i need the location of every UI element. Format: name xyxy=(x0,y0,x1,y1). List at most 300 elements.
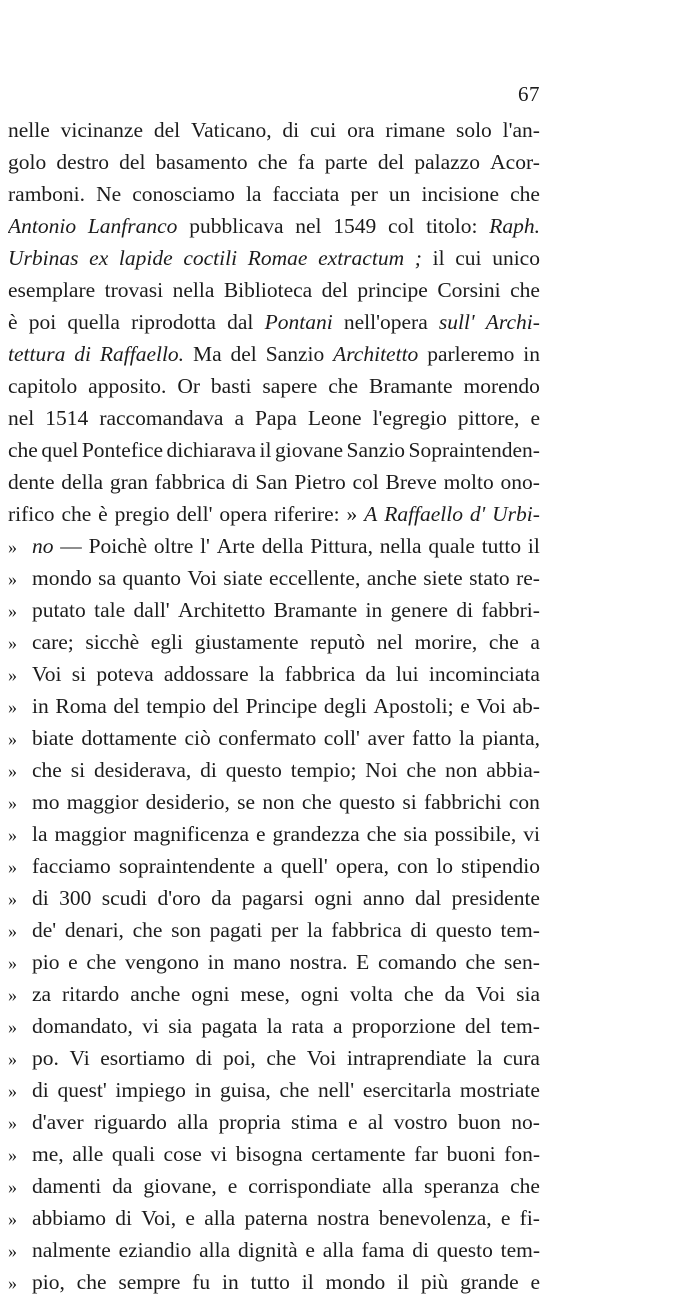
word: mostriate xyxy=(459,1078,540,1102)
word: Architetto xyxy=(178,598,266,622)
word: un xyxy=(388,182,411,206)
quote-mark: » xyxy=(8,729,17,749)
quoted-text xyxy=(32,1042,540,1074)
word: Noi xyxy=(365,758,398,782)
italic-word: extractum xyxy=(318,246,405,270)
word: che xyxy=(488,630,519,654)
quote-mark: » xyxy=(8,953,17,973)
text-line xyxy=(8,626,540,658)
text-line xyxy=(8,306,540,338)
word: oltre xyxy=(153,534,194,558)
quoted-text xyxy=(32,530,540,562)
quoted-text xyxy=(32,946,540,978)
text-line xyxy=(8,754,540,786)
page-number: 67 xyxy=(518,82,540,106)
word: sempre xyxy=(118,1270,181,1294)
quote-mark: » xyxy=(8,857,17,877)
word: si xyxy=(71,662,87,686)
word: » xyxy=(346,502,358,526)
word: se xyxy=(237,790,256,814)
word: degli xyxy=(323,694,367,718)
text-line xyxy=(8,1042,540,1074)
word: biate xyxy=(32,726,74,750)
quote-mark: » xyxy=(8,761,17,781)
word: 300 xyxy=(59,886,92,910)
word: ogni xyxy=(300,982,340,1006)
text-line xyxy=(8,978,540,1010)
word: è xyxy=(98,502,108,526)
word: nelle xyxy=(8,118,50,142)
word: in xyxy=(32,694,49,718)
word: presidente xyxy=(451,886,540,910)
quoted-text xyxy=(32,562,540,594)
word: corrispondiate xyxy=(248,1174,372,1198)
word: la xyxy=(307,918,323,942)
word: genere xyxy=(390,598,448,622)
word: fabbrica xyxy=(154,470,226,494)
word: intraprendiate xyxy=(346,1046,467,1070)
word: unico xyxy=(492,246,540,270)
word: cui xyxy=(310,118,337,142)
word: facciamo xyxy=(32,854,111,878)
quoted-text xyxy=(32,722,540,754)
word: giovane xyxy=(274,438,344,462)
word: con xyxy=(508,790,540,814)
word: non xyxy=(262,790,295,814)
word: golo xyxy=(8,150,47,174)
word: tutto xyxy=(250,1270,290,1294)
italic-word: sull' xyxy=(438,310,475,334)
word: che xyxy=(279,1078,310,1102)
text-line xyxy=(8,658,540,690)
word: nostra xyxy=(317,1206,370,1230)
quoted-text xyxy=(32,626,540,658)
word: pio xyxy=(32,950,60,974)
word: poi, xyxy=(222,1046,256,1070)
word: si xyxy=(402,790,417,814)
word: l' xyxy=(200,534,210,558)
word: addossare xyxy=(163,662,249,686)
word: buon xyxy=(457,1110,501,1134)
word: col xyxy=(388,214,415,238)
word: che xyxy=(510,1174,540,1198)
quote-mark: » xyxy=(8,1017,17,1037)
word: care; xyxy=(32,630,74,654)
word: Roma xyxy=(55,694,107,718)
word: del xyxy=(153,118,181,142)
text-line xyxy=(8,850,540,882)
word: dichiarava xyxy=(166,438,257,462)
word: e xyxy=(305,1238,315,1262)
word: che xyxy=(465,950,496,974)
word: mo xyxy=(32,790,60,814)
word: riferire: xyxy=(274,502,340,526)
quote-mark: » xyxy=(8,601,17,621)
word: dell' xyxy=(176,502,213,526)
text-line xyxy=(8,146,540,178)
word: Breve xyxy=(385,470,437,494)
word: Sanzio xyxy=(265,342,325,366)
word: far xyxy=(414,1142,438,1166)
word: e xyxy=(460,694,470,718)
word: mondo xyxy=(32,566,92,590)
text-line xyxy=(8,946,540,978)
text-line xyxy=(8,498,540,530)
word: mondo xyxy=(325,1270,386,1294)
word: gran xyxy=(109,470,149,494)
word: eccellente, xyxy=(269,566,361,590)
text-line xyxy=(8,530,540,562)
word: e xyxy=(348,1110,358,1134)
word: del xyxy=(212,694,239,718)
word: vengono xyxy=(124,950,199,974)
word: buoni xyxy=(446,1142,496,1166)
word: da xyxy=(365,662,386,686)
word: alle xyxy=(72,1142,104,1166)
word: pregio xyxy=(114,502,170,526)
word: tem- xyxy=(500,918,540,942)
word: maggior xyxy=(54,822,127,846)
text-line xyxy=(8,434,540,466)
text-line xyxy=(8,338,540,370)
italic-word: Urbi- xyxy=(492,502,540,526)
quoted-text xyxy=(32,1266,540,1298)
word: volta xyxy=(349,982,393,1006)
text-line xyxy=(8,1106,540,1138)
word: ab- xyxy=(512,694,540,718)
word: sapere xyxy=(262,374,318,398)
word: anno xyxy=(362,886,405,910)
word: Pontefice xyxy=(81,438,164,462)
quote-mark: » xyxy=(8,889,17,909)
word: capitolo xyxy=(8,374,78,398)
word: palazzo xyxy=(414,150,480,174)
word: riprodotta xyxy=(131,310,216,334)
word: 1514 xyxy=(45,406,89,430)
text-line xyxy=(8,914,540,946)
word: del xyxy=(377,150,405,174)
word: mese, xyxy=(240,982,290,1006)
word: parte xyxy=(324,150,368,174)
quoted-text xyxy=(32,1138,540,1170)
word: destro xyxy=(56,150,109,174)
word: lui xyxy=(395,662,419,686)
word: quale xyxy=(428,534,475,558)
word: nel xyxy=(376,630,403,654)
word: di xyxy=(456,598,474,622)
word: poi xyxy=(28,310,57,334)
word: Leone xyxy=(307,406,362,430)
word: Vaticano, xyxy=(190,118,272,142)
word: la xyxy=(245,182,262,206)
quoted-text xyxy=(32,594,540,626)
word: quest' xyxy=(57,1078,107,1102)
word: Poichè xyxy=(88,534,148,558)
word: ciò xyxy=(184,726,211,750)
word: quali xyxy=(111,1142,155,1166)
word: quell' xyxy=(280,854,328,878)
quote-mark: » xyxy=(8,985,17,1005)
word: ramboni. xyxy=(8,182,86,206)
quoted-text xyxy=(32,882,540,914)
quote-mark: » xyxy=(8,1049,17,1069)
word: mano xyxy=(233,950,281,974)
word: fi- xyxy=(519,1206,540,1230)
word: cura xyxy=(502,1046,540,1070)
word: ritardo xyxy=(61,982,120,1006)
word: anche xyxy=(366,566,417,590)
text-line xyxy=(8,274,540,306)
word: stipendio xyxy=(461,854,540,878)
text-line xyxy=(8,1010,540,1042)
word: scudi xyxy=(101,886,148,910)
word: desiderio, xyxy=(145,790,230,814)
word: egli xyxy=(150,630,183,654)
word: pio, xyxy=(32,1270,65,1294)
word: dente xyxy=(8,470,55,494)
word: sicchè xyxy=(85,630,140,654)
quote-mark: » xyxy=(8,633,17,653)
word: stato xyxy=(469,566,510,590)
quote-mark: » xyxy=(8,569,17,589)
italic-word: d' xyxy=(469,502,486,526)
word: sa xyxy=(98,566,117,590)
word: vi xyxy=(142,1014,159,1038)
word: che xyxy=(366,822,397,846)
word: impiego xyxy=(115,1078,186,1102)
word: possibile, xyxy=(434,822,517,846)
italic-word: Archi- xyxy=(485,310,540,334)
text-line xyxy=(8,402,540,434)
italic-word: di xyxy=(74,342,91,366)
word: Sanzio xyxy=(346,438,406,462)
word: non xyxy=(445,758,478,782)
word: in xyxy=(523,342,540,366)
word: Vi xyxy=(69,1046,90,1070)
italic-word: Pontani xyxy=(264,310,333,334)
word: ogni xyxy=(191,982,230,1006)
quoted-text xyxy=(32,850,540,882)
word: de' xyxy=(32,918,57,942)
word: questo xyxy=(338,790,396,814)
word: quel xyxy=(41,438,79,462)
text-line xyxy=(8,882,540,914)
italic-word: ex xyxy=(89,246,109,270)
word: po. xyxy=(32,1046,59,1070)
word: propria xyxy=(218,1110,281,1134)
italic-word: Raph. xyxy=(489,214,540,238)
word: Papa xyxy=(255,406,297,430)
text-line xyxy=(8,466,540,498)
word: che xyxy=(328,374,359,398)
italic-word: lapide xyxy=(118,246,173,270)
word: opera, xyxy=(335,854,389,878)
word: di xyxy=(200,758,217,782)
word: pittore, xyxy=(457,406,520,430)
word: a xyxy=(234,406,245,430)
word: no- xyxy=(511,1110,540,1134)
word: incominciata xyxy=(428,662,540,686)
word: Sopraintenden- xyxy=(408,438,540,462)
word: speranza xyxy=(424,1174,500,1198)
word: anche xyxy=(130,982,181,1006)
word: tutto xyxy=(481,534,522,558)
word: Bramante xyxy=(273,598,358,622)
word: nella xyxy=(172,278,215,302)
word: esortiamo xyxy=(100,1046,186,1070)
word: abbiamo xyxy=(32,1206,107,1230)
word: rata xyxy=(291,1014,324,1038)
word: nalmente xyxy=(32,1238,111,1262)
word: morendo xyxy=(463,374,540,398)
word: l'egregio xyxy=(372,406,447,430)
text-line xyxy=(8,1138,540,1170)
word: certamente xyxy=(311,1142,406,1166)
word: nostra. xyxy=(289,950,348,974)
word: grande xyxy=(460,1270,519,1294)
word: in xyxy=(207,950,225,974)
word: del xyxy=(113,694,140,718)
word: a xyxy=(530,630,540,654)
word: Voi, xyxy=(141,1206,177,1230)
word: vostro xyxy=(393,1110,448,1134)
word: fabbri- xyxy=(481,598,540,622)
word: alla xyxy=(204,1206,236,1230)
word: dal xyxy=(227,310,254,334)
word: San xyxy=(255,470,288,494)
word: nell'opera xyxy=(343,310,428,334)
word: dottamente xyxy=(81,726,177,750)
word: Ne xyxy=(96,182,122,206)
word: damenti xyxy=(32,1174,102,1198)
word: molto xyxy=(443,470,494,494)
quoted-text xyxy=(32,818,540,850)
quote-mark: » xyxy=(8,1241,17,1261)
quoted-text xyxy=(32,690,540,722)
word: pianta, xyxy=(482,726,540,750)
word: Voi xyxy=(476,694,506,718)
word: di xyxy=(195,1046,213,1070)
word: desiderava, xyxy=(93,758,192,782)
quote-mark: » xyxy=(8,1113,17,1133)
word: di xyxy=(32,886,49,910)
word: di xyxy=(115,1206,133,1230)
word: è xyxy=(8,310,18,334)
word: maggior xyxy=(66,790,139,814)
word: facciata xyxy=(272,182,340,206)
quoted-text xyxy=(32,1170,540,1202)
word: raccomandava xyxy=(99,406,224,430)
word: incisione xyxy=(421,182,500,206)
word: sen- xyxy=(504,950,540,974)
word: domandato, xyxy=(32,1014,133,1038)
word: principe xyxy=(357,278,428,302)
word: di xyxy=(231,470,249,494)
word: reputò xyxy=(310,630,366,654)
word: la xyxy=(258,662,275,686)
word: ora xyxy=(347,118,375,142)
italic-word: Architetto xyxy=(333,342,419,366)
word: vi xyxy=(210,1142,228,1166)
word: per xyxy=(350,182,378,206)
word: che xyxy=(86,950,117,974)
quote-mark: » xyxy=(8,825,17,845)
word: il xyxy=(259,438,272,462)
word: che xyxy=(132,918,163,942)
word: e xyxy=(500,1206,511,1230)
word: sopraintendente xyxy=(118,854,256,878)
word: il xyxy=(527,534,540,558)
word: il xyxy=(397,1270,410,1294)
word: abbia- xyxy=(486,758,540,782)
word: tempio xyxy=(146,694,207,718)
text-line xyxy=(8,1266,540,1298)
word: Voi xyxy=(187,566,217,590)
text-line xyxy=(8,114,540,146)
word: di xyxy=(410,918,428,942)
word: son xyxy=(171,918,201,942)
word: paterna xyxy=(244,1206,308,1230)
text-line xyxy=(8,1202,540,1234)
word: cui xyxy=(455,246,482,270)
word: nella xyxy=(379,534,422,558)
word: quella xyxy=(67,310,120,334)
word: alla xyxy=(322,1238,354,1262)
word: esercitarla xyxy=(362,1078,452,1102)
word: fabbrica xyxy=(331,918,402,942)
quoted-text xyxy=(32,658,540,690)
word: sia xyxy=(516,982,540,1006)
word: questo xyxy=(435,918,492,942)
word: della xyxy=(61,470,104,494)
word: con xyxy=(397,854,429,878)
word: Bramante xyxy=(368,374,453,398)
italic-word: coctili xyxy=(183,246,238,270)
word: comando xyxy=(378,950,457,974)
word: la xyxy=(266,1014,283,1038)
text-line xyxy=(8,1234,540,1266)
word: che xyxy=(8,438,38,462)
word: d'aver xyxy=(32,1110,84,1134)
word: Corsini xyxy=(437,278,501,302)
quote-mark: » xyxy=(8,1145,17,1165)
word: opera xyxy=(219,502,268,526)
word: Biblioteca xyxy=(223,278,313,302)
word: a xyxy=(263,854,273,878)
text-line xyxy=(8,818,540,850)
word: cose xyxy=(163,1142,202,1166)
word: di xyxy=(412,1238,429,1262)
body-text xyxy=(8,114,540,1298)
word: rimane xyxy=(385,118,446,142)
word: dall' xyxy=(133,598,170,622)
word: che xyxy=(510,182,540,206)
word: pagati xyxy=(209,918,263,942)
word: solo xyxy=(455,118,492,142)
quoted-text xyxy=(32,1010,540,1042)
word: dal xyxy=(414,886,442,910)
word: Ma xyxy=(192,342,222,366)
word: che xyxy=(32,758,62,782)
word: da xyxy=(211,886,232,910)
word: titolo: xyxy=(426,214,478,238)
word: Acor- xyxy=(490,150,540,174)
word: quanto xyxy=(122,566,181,590)
word: Principe xyxy=(245,694,318,718)
word: che xyxy=(510,278,540,302)
word: questo xyxy=(225,758,282,782)
word: più xyxy=(420,1270,449,1294)
